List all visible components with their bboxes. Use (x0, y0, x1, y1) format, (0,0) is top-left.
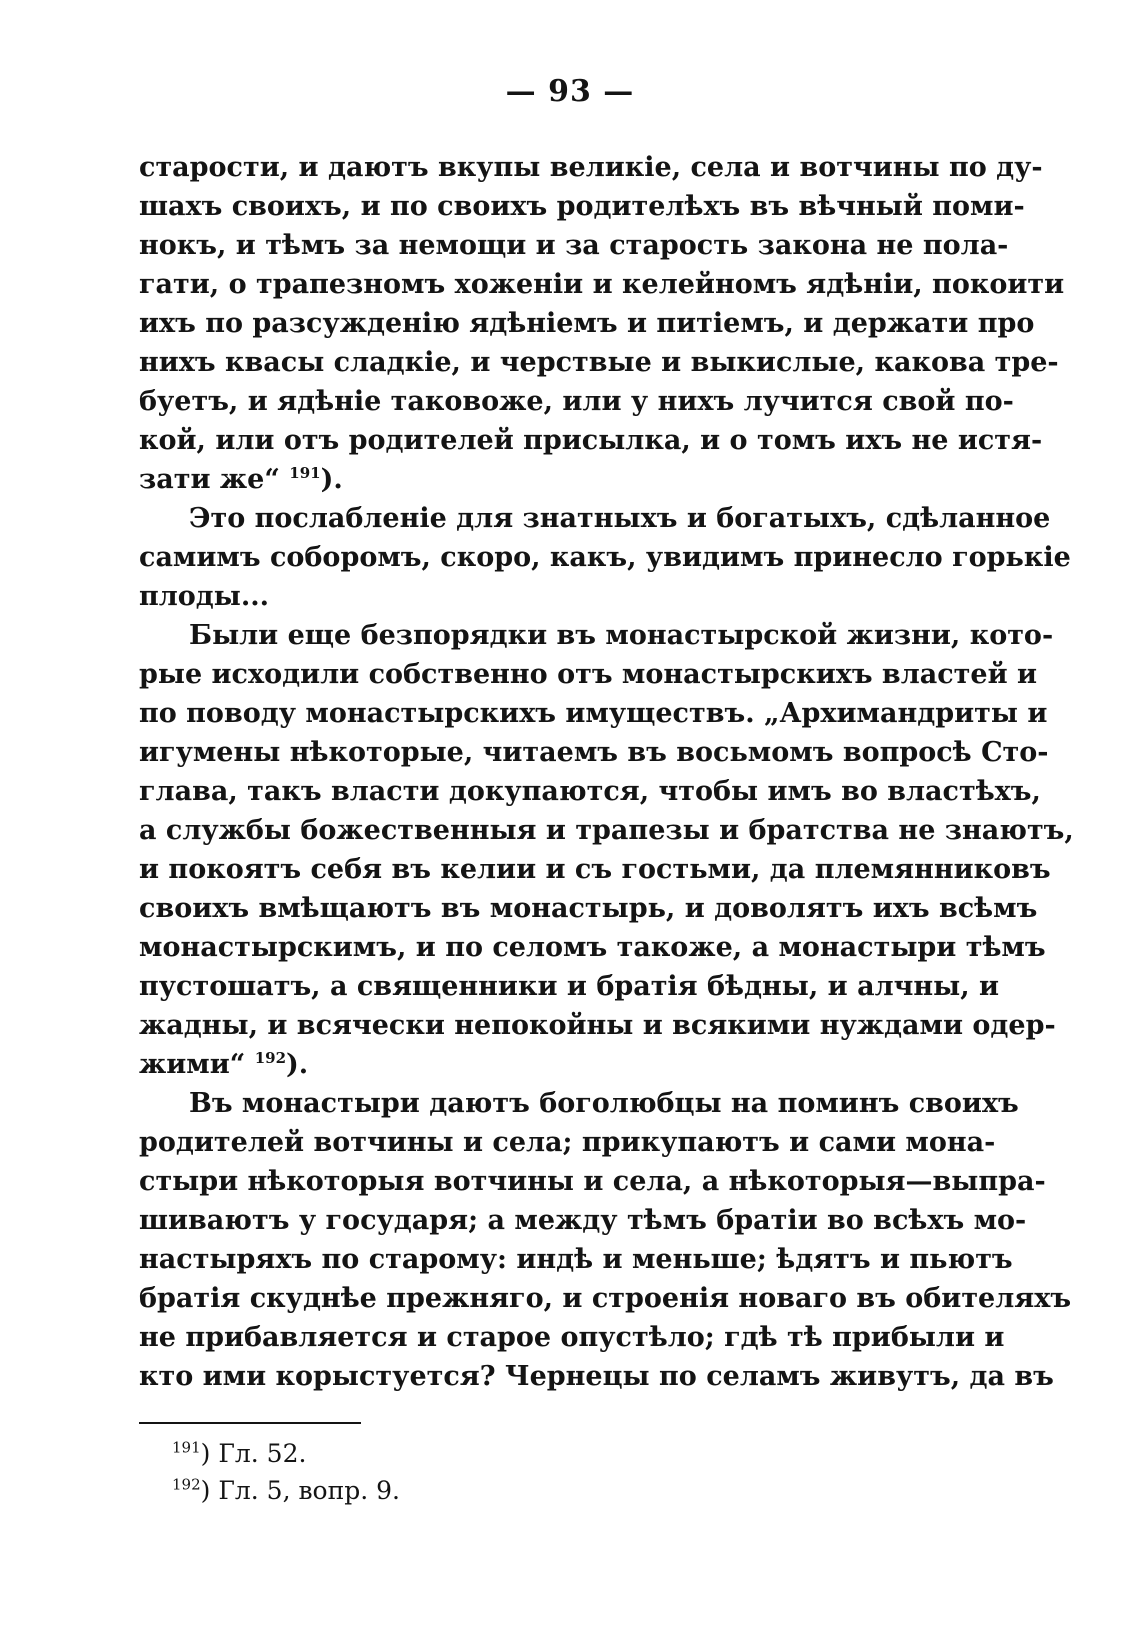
text-line: Въ монастыри даютъ боголюбцы на поминъ своихъ (189, 1088, 1019, 1119)
text-line: игумены нѣкоторые, читаемъ въ восьмомъ вопросѣ Сто- (139, 737, 1049, 768)
text-line: нокъ, и тѣмъ за немощи и за старость закона не пола- (139, 230, 1009, 261)
text-line (139, 460, 939, 499)
text-line: старости, и даютъ вкупы великіе, села и вотчины по ду- (139, 152, 1043, 183)
text-line: самимъ соборомъ, скоро, какъ, увидимъ принесло горькіе (139, 542, 1071, 573)
page-number: — 93 — (505, 74, 635, 109)
text-line: гати, о трапезномъ хоженіи и келейномъ ядѣніи, покоити (139, 269, 1065, 300)
footnote-text: ) Гл. 5, вопр. 9. (200, 1476, 401, 1505)
text-line: шиваютъ у государя; а между тѣмъ братіи во всѣхъ мо- (139, 1205, 1027, 1236)
text-fragment: ). (320, 464, 343, 495)
text-line: ихъ по разсужденію ядѣніемъ и питіемъ, и держати про (139, 308, 1035, 339)
text-line: кто ими корыстуется? Чернецы по селамъ живутъ, да въ (139, 1361, 1054, 1392)
text-line: жадны, и всячески непокойны и всякими нуждами одер- (139, 1010, 1056, 1041)
main-text (139, 148, 1074, 1396)
text-line: нихъ квасы сладкіе, и черствые и выкислые, какова тре- (139, 347, 1059, 378)
text-line: родителей вотчины и села; прикупаютъ и сами мона- (139, 1127, 996, 1158)
text-line: пустошатъ, а священники и братія бѣдны, и алчны, и (139, 971, 1000, 1002)
text-line: по поводу монастырскихъ имуществъ. „Архимандриты и (139, 698, 1048, 729)
footnote-marker: 192 (172, 1475, 201, 1494)
text-line: Это послабленіе для знатныхъ и богатыхъ, сдѣланное (189, 503, 1051, 534)
text-fragment: ). (286, 1049, 309, 1080)
footnote-marker: 191 (172, 1438, 201, 1457)
text-line: буетъ, и ядѣніе таковоже, или у нихъ лучится свой по- (139, 386, 1014, 417)
text-line: Были еще безпорядки въ монастырской жизни, кото- (189, 620, 1054, 651)
text-fragment: жими“ (139, 1049, 246, 1080)
footnote (172, 1472, 672, 1509)
footnote (172, 1435, 672, 1472)
text-line: братія скуднѣе прежняго, и строенія новаго въ обителяхъ (139, 1283, 1072, 1314)
text-line: монастырскимъ, и по селомъ такоже, а монастыри тѣмъ (139, 932, 1046, 963)
text-line: не прибавляется и старое опустѣло; гдѣ тѣ прибыли и (139, 1322, 1005, 1353)
text-line: плоды... (139, 581, 270, 612)
paragraph (139, 499, 1071, 616)
text-line: рые исходили собственно отъ монастырскихъ властей и (139, 659, 1038, 690)
footnote-reference: 191 (289, 464, 321, 482)
footnote-reference: 192 (254, 1049, 287, 1067)
text-line: стыри нѣкоторыя вотчины и села, а нѣкоторыя—выпра- (139, 1166, 1046, 1197)
paragraph (139, 616, 1074, 1084)
footnote-text: ) Гл. 52. (200, 1439, 307, 1468)
text-line: глава, такъ власти докупаются, чтобы имъ во властѣхъ, (139, 776, 1041, 807)
text-line: и покоятъ себя въ келии и съ гостьми, да племянниковъ (139, 854, 1051, 885)
text-line: кой, или отъ родителей присылка, и о томъ ихъ не истя- (139, 425, 1043, 456)
footnote-divider (139, 1422, 361, 1424)
text-line: а службы божественныя и трапезы и братства не знаютъ, (139, 815, 1074, 846)
footnotes (172, 1435, 672, 1509)
text-fragment: зати же“ (139, 464, 280, 495)
paragraph (139, 1084, 1072, 1396)
paragraph (139, 148, 1065, 499)
text-line: шахъ своихъ, и по своихъ родителѣхъ въ вѣчный поми- (139, 191, 1025, 222)
text-line: своихъ вмѣщаютъ въ монастырь, и доволятъ ихъ всѣмъ (139, 893, 1038, 924)
text-line (139, 1045, 939, 1084)
text-line: настыряхъ по старому: индѣ и меньше; ѣдятъ и пьютъ (139, 1244, 1013, 1275)
